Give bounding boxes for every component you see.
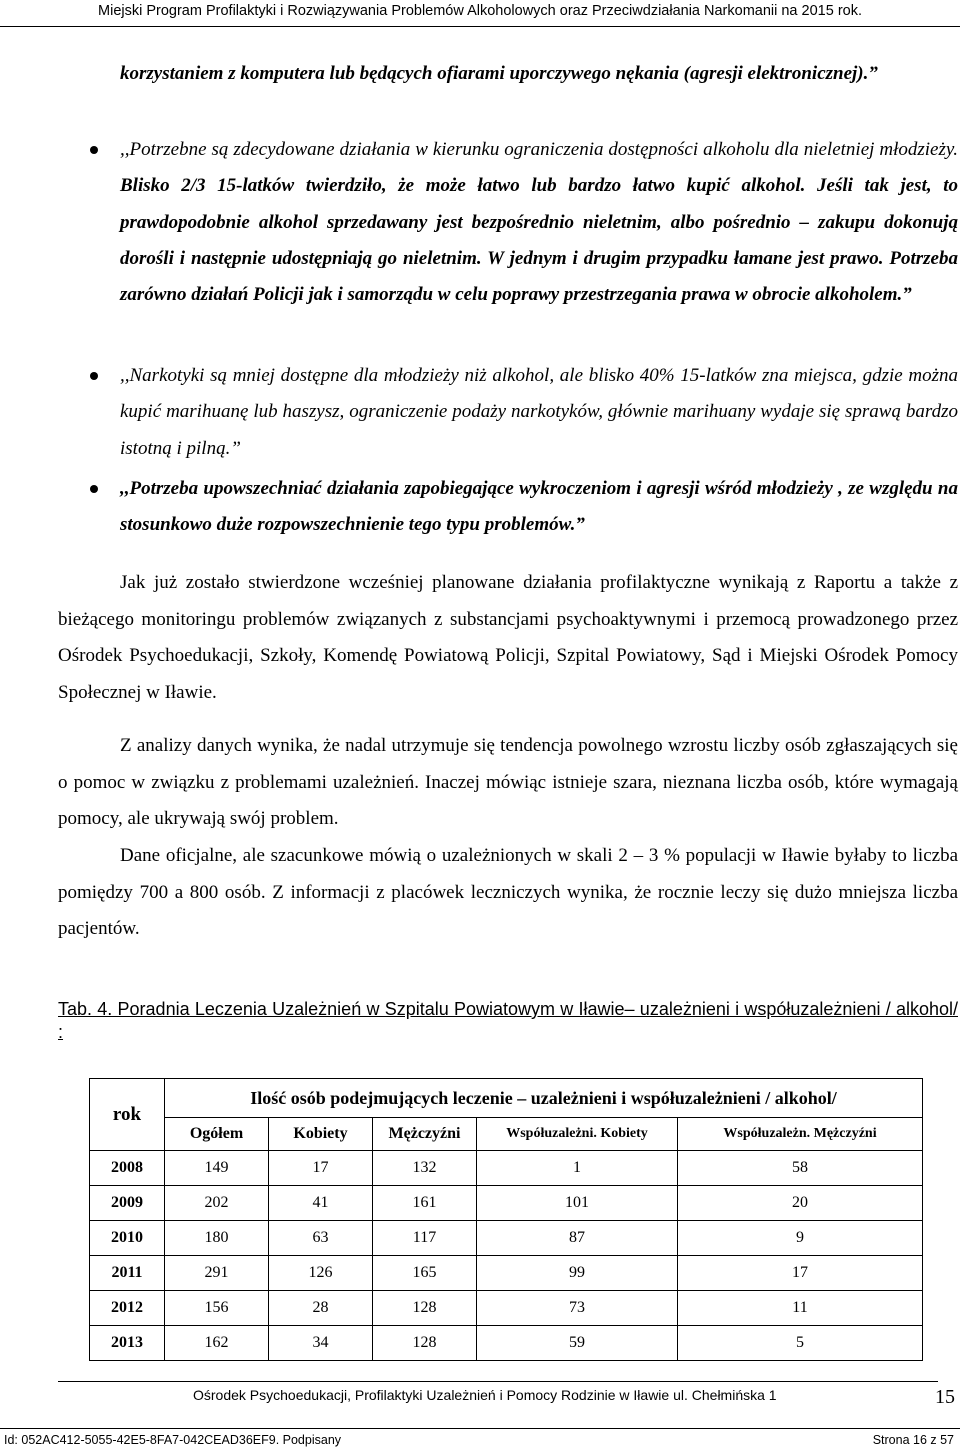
cell: 87 — [477, 1221, 678, 1256]
paragraph-3: Dane oficjalne, ale szacunkowe mówią o uzależnionych w skali 2 – 3 % populacji w Iławie byłaby to liczba pomiędzy 700 a 800 osób. Z informacji z placówek leczniczych wynika, że rocznie leczy się dużo mniejsza liczba pacjentów. — [58, 845, 958, 939]
bullet-aggression-text: ,,Potrzeba upowszechniać działania zapobiegające wykroczeniom i agresji wśród młodzieży , ze względu na stosunkowo duże rozpowszechnienie tego typu problemów.” — [120, 478, 958, 536]
cell: 117 — [373, 1221, 477, 1256]
col-header-wspoluzaleznieni-kobiety: Współuzależni. Kobiety — [477, 1118, 678, 1151]
cell: 59 — [477, 1326, 678, 1361]
cell: 73 — [477, 1291, 678, 1326]
bullet-item-drugs — [120, 358, 958, 467]
cell-year: 2008 — [90, 1151, 165, 1186]
cell: 161 — [373, 1186, 477, 1221]
footer-divider — [58, 1381, 938, 1382]
cell: 149 — [165, 1151, 269, 1186]
table-row — [90, 1221, 923, 1256]
cell: 58 — [678, 1151, 923, 1186]
col-header-ogolem: Ogółem — [165, 1118, 269, 1151]
bullet-dot-icon — [90, 372, 98, 380]
cell: 1 — [477, 1151, 678, 1186]
cell: 165 — [373, 1256, 477, 1291]
cell: 20 — [678, 1186, 923, 1221]
continuation-text: korzystaniem z komputera lub będących ofiarami uporczywego nękania (agresji elektronicznej).” — [120, 63, 878, 84]
cell: 291 — [165, 1256, 269, 1291]
cell: 162 — [165, 1326, 269, 1361]
table-caption: Tab. 4. Poradnia Leczenia Uzależnień w Szpitalu Powiatowym w Iławie– uzależnieni i współuzależnieni / alkohol/ : — [58, 999, 958, 1042]
page-counter: Strona 16 z 57 — [872, 1433, 954, 1447]
cell: 11 — [678, 1291, 923, 1326]
bullet-drugs-text: ,,Narkotyki są mniej dostępne dla młodzieży niż alkohol, ale blisko 40% 15-latków zna miejsca, gdzie można kupić marihuanę lub haszysz, ograniczenie podaży narkotyków, głównie marihuany wydaje się sprawą bardzo istotną i pilną.” — [120, 365, 958, 459]
paragraph-1: Jak już zostało stwierdzone wcześniej planowane działania profilaktyczne wynikają z Raportu a także z bieżącego monitoringu problemów związanych z substancjami psychoaktywnymi i przemocą prowadzonego przez Ośrodek Psychoedukacji, Szkoły, Komendę Powiatową Policji, Szpital Powiatowy, Sąd i Miejski Ośrodek Pomocy Społecznej w Iławie. — [58, 572, 958, 703]
bottom-divider — [0, 1428, 960, 1429]
footer-text: Ośrodek Psychoedukacji, Profilaktyki Uzależnień i Pomocy Rodzinie w Iławie ul. Chełmińska 1 — [193, 1387, 777, 1403]
bullet-alcohol-part5: Potrzeba zarówno działań Policji jak i samorządu w celu poprawy przestrzegania prawa w obrocie alkoholem.” — [120, 247, 958, 306]
cell: 156 — [165, 1291, 269, 1326]
cell: 34 — [269, 1326, 373, 1361]
bullet-alcohol-part3: Jeśli tak jest, to prawdopodobnie alkohol sprzedawany jest bezpośrednio nieletnim, albo pośrednio – zakupu dokonują dorośli i następnie udostępniają go nieletnim. — [120, 175, 959, 269]
table-row — [90, 1256, 923, 1291]
cell: 101 — [477, 1186, 678, 1221]
cell: 63 — [269, 1221, 373, 1256]
cell: 128 — [373, 1291, 477, 1326]
bullet-continuation — [120, 56, 958, 92]
table-subheader-row — [90, 1118, 923, 1151]
bullet-alcohol-part2: Blisko 2/3 15-latków twierdziło, że może łatwo lub bardzo łatwo kupić alkohol. — [120, 175, 806, 197]
cell: 17 — [678, 1256, 923, 1291]
bullet-dot-icon — [90, 485, 98, 493]
treatment-table — [89, 1078, 923, 1361]
bullet-item-alcohol — [120, 132, 958, 313]
cell: 128 — [373, 1326, 477, 1361]
group-header: Ilość osób podejmujących leczenie – uzależnieni i współuzależnieni / alkohol/ — [165, 1079, 923, 1118]
table-row — [90, 1151, 923, 1186]
table-row — [90, 1326, 923, 1361]
cell: 9 — [678, 1221, 923, 1256]
bullet-item-aggression — [120, 471, 958, 544]
cell-year: 2012 — [90, 1291, 165, 1326]
document-id: Id: 052AC412-5055-42E5-8FA7-042CEAD36EF9. Podpisany — [4, 1433, 342, 1447]
col-header-wspoluzaleznieni-mezczyzni: Współuzależn. Mężczyźni — [678, 1118, 923, 1151]
cell: 132 — [373, 1151, 477, 1186]
paragraph-2: Z analizy danych wynika, że nadal utrzymuje się tendencja powolnego wzrostu liczby osób zgłaszających się o pomoc w związku z problemami uzależnień. Inaczej mówiąc istnieje szara, nieznana liczba osób, które wymagają pomocy, ale ukrywają swój problem. — [58, 735, 958, 829]
table-row — [90, 1291, 923, 1326]
cell: 5 — [678, 1326, 923, 1361]
cell-year: 2010 — [90, 1221, 165, 1256]
page-number: 15 — [935, 1386, 955, 1408]
cell: 180 — [165, 1221, 269, 1256]
table-row — [90, 1186, 923, 1221]
bullet-alcohol-part1: ,,Potrzebne są zdecydowane działania w kierunku ograniczenia dostępności alkoholu dla nieletniej młodzieży. — [120, 139, 958, 160]
rok-header: rok — [90, 1079, 165, 1151]
col-header-kobiety: Kobiety — [269, 1118, 373, 1151]
cell-year: 2011 — [90, 1256, 165, 1291]
bullet-alcohol-part4: W jednym i drugim przypadku łamane jest prawo. — [481, 247, 884, 269]
cell: 28 — [269, 1291, 373, 1326]
cell-year: 2013 — [90, 1326, 165, 1361]
table-header-row — [90, 1079, 923, 1118]
cell: 17 — [269, 1151, 373, 1186]
cell: 99 — [477, 1256, 678, 1291]
cell-year: 2009 — [90, 1186, 165, 1221]
cell: 41 — [269, 1186, 373, 1221]
col-header-mezczyzni: Mężczyźni — [373, 1118, 477, 1151]
bullet-dot-icon — [90, 146, 98, 154]
running-header: Miejski Program Profilaktyki i Rozwiązywania Problemów Alkoholowych oraz Przeciwdziałania Narkomanii na 2015 rok. — [0, 0, 960, 27]
cell: 202 — [165, 1186, 269, 1221]
cell: 126 — [269, 1256, 373, 1291]
